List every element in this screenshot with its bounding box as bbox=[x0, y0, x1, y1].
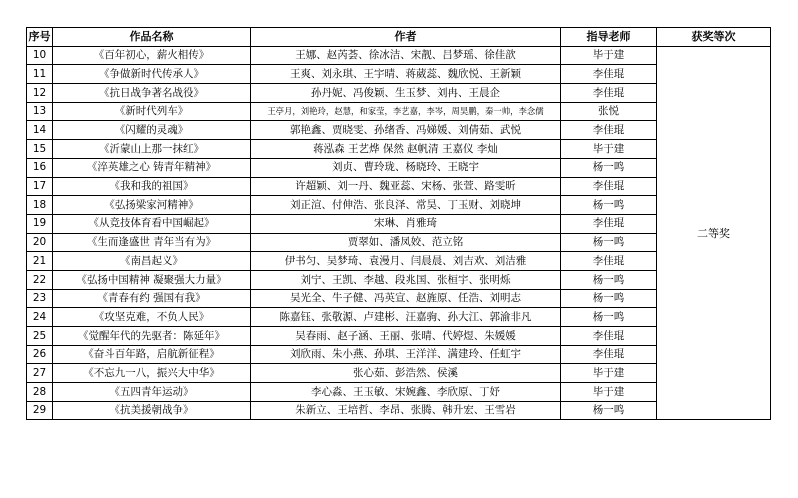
header-title: 作品名称 bbox=[53, 28, 251, 47]
work-title: 《淬英雄之心 铸青年精神》 bbox=[53, 158, 251, 177]
row-number: 29 bbox=[27, 401, 53, 420]
author-list: 许超颖、刘一丹、魏亚蕊、宋杨、张萱、路雯昕 bbox=[251, 177, 561, 196]
author-list: 王亭月，刘艳玲，赵慧，和家莹，李艺嘉，李岑，周昊鹏，秦一帅，李念儒 bbox=[251, 102, 561, 121]
advisor-name: 李佳琨 bbox=[561, 345, 657, 364]
advisor-name: 李佳琨 bbox=[561, 84, 657, 103]
advisor-name: 毕于建 bbox=[561, 383, 657, 402]
author-list: 李心淼、王玉敏、宋婉鑫、李欣原、丁妤 bbox=[251, 383, 561, 402]
author-list: 贾翠如、潘凤姣、范立铭 bbox=[251, 233, 561, 252]
author-list: 吴春雨、赵子涵、王丽、张晴、代婷煜、朱媛媛 bbox=[251, 327, 561, 346]
row-number: 12 bbox=[27, 84, 53, 103]
work-title: 《抗美援朝战争》 bbox=[53, 401, 251, 420]
work-title: 《五四青年运动》 bbox=[53, 383, 251, 402]
row-number: 10 bbox=[27, 46, 53, 65]
work-title: 《觉醒年代的先驱者：陈延年》 bbox=[53, 327, 251, 346]
author-list: 刘贞、曹玲珑、杨晓玲、王晓宇 bbox=[251, 158, 561, 177]
advisor-name: 李佳琨 bbox=[561, 252, 657, 271]
author-list: 刘宁、王凯、李越、段兆国、张桓宇、张明烁 bbox=[251, 270, 561, 289]
advisor-name: 毕于建 bbox=[561, 364, 657, 383]
work-title: 《弘扬中国精神 凝聚强大力量》 bbox=[53, 270, 251, 289]
row-number: 22 bbox=[27, 270, 53, 289]
header-teacher: 指导老师 bbox=[561, 28, 657, 47]
work-title: 《攻坚克难，不负人民》 bbox=[53, 308, 251, 327]
advisor-name: 毕于建 bbox=[561, 46, 657, 65]
advisor-name: 李佳琨 bbox=[561, 214, 657, 233]
row-number: 20 bbox=[27, 233, 53, 252]
header-row bbox=[27, 28, 771, 47]
work-title: 《闪耀的灵魂》 bbox=[53, 121, 251, 140]
work-title: 《抗日战争著名战役》 bbox=[53, 84, 251, 103]
author-list: 吴光全、牛子健、冯英宣、赵旌原、任浩、刘明志 bbox=[251, 289, 561, 308]
author-list: 孙丹妮、冯俊颖、生玉梦、刘冉、王晨企 bbox=[251, 84, 561, 103]
author-list: 朱新立、王培哲、李昂、张腾、韩升宏、王雪岩 bbox=[251, 401, 561, 420]
row-number: 27 bbox=[27, 364, 53, 383]
row-number: 14 bbox=[27, 121, 53, 140]
work-title: 《南昌起义》 bbox=[53, 252, 251, 271]
author-list: 蒋泓森 王艺烨 保然 赵帆清 王嘉仪 李灿 bbox=[251, 140, 561, 159]
advisor-name: 李佳琨 bbox=[561, 327, 657, 346]
header-no: 序号 bbox=[27, 28, 53, 47]
advisor-name: 杨一鸣 bbox=[561, 233, 657, 252]
advisor-name: 李佳琨 bbox=[561, 121, 657, 140]
author-list: 郭艳鑫、贾晓雯、孙绪香、冯娣媛、刘倩茹、武悦 bbox=[251, 121, 561, 140]
work-title: 《沂蒙山上那一抹红》 bbox=[53, 140, 251, 159]
work-title: 《不忘九一八，振兴大中华》 bbox=[53, 364, 251, 383]
author-list: 刘欣雨、朱小燕、孙琪、王洋洋、满建玲、任虹宇 bbox=[251, 345, 561, 364]
author-list: 王娜、赵芮荟、徐冰洁、宋靓、吕梦瑶、徐佳歆 bbox=[251, 46, 561, 65]
advisor-name: 李佳琨 bbox=[561, 65, 657, 84]
row-number: 17 bbox=[27, 177, 53, 196]
row-number: 15 bbox=[27, 140, 53, 159]
advisor-name: 杨一鸣 bbox=[561, 270, 657, 289]
advisor-name: 杨一鸣 bbox=[561, 196, 657, 215]
header-award: 获奖等次 bbox=[657, 28, 771, 47]
work-title: 《生而逢盛世 青年当有为》 bbox=[53, 233, 251, 252]
advisor-name: 毕于建 bbox=[561, 140, 657, 159]
row-number: 21 bbox=[27, 252, 53, 271]
work-title: 《争做新时代传承人》 bbox=[53, 65, 251, 84]
row-number: 16 bbox=[27, 158, 53, 177]
row-number: 25 bbox=[27, 327, 53, 346]
author-list: 宋琳、肖雅琦 bbox=[251, 214, 561, 233]
work-title: 《弘扬梁家河精神》 bbox=[53, 196, 251, 215]
row-number: 24 bbox=[27, 308, 53, 327]
author-list: 王爽、刘永琪、王宇晴、蒋葳蕊、魏欣悦、王新颖 bbox=[251, 65, 561, 84]
row-number: 19 bbox=[27, 214, 53, 233]
row-number: 18 bbox=[27, 196, 53, 215]
advisor-name: 杨一鸣 bbox=[561, 401, 657, 420]
work-title: 《新时代列车》 bbox=[53, 102, 251, 121]
row-number: 23 bbox=[27, 289, 53, 308]
row-number: 26 bbox=[27, 345, 53, 364]
row-number: 11 bbox=[27, 65, 53, 84]
award-level-cell: 二等奖 bbox=[657, 46, 771, 420]
work-title: 《百年初心，薪火相传》 bbox=[53, 46, 251, 65]
table-row bbox=[27, 46, 771, 65]
row-number: 13 bbox=[27, 102, 53, 121]
row-number: 28 bbox=[27, 383, 53, 402]
author-list: 刘正渲、付伸浩、张良泽、常昊、丁玉财、刘晓坤 bbox=[251, 196, 561, 215]
table-body bbox=[27, 46, 771, 420]
header-authors: 作者 bbox=[251, 28, 561, 47]
work-title: 《我和我的祖国》 bbox=[53, 177, 251, 196]
awards-table bbox=[26, 27, 771, 420]
advisor-name: 李佳琨 bbox=[561, 177, 657, 196]
work-title: 《青春有约 强国有我》 bbox=[53, 289, 251, 308]
work-title: 《奋斗百年路，启航新征程》 bbox=[53, 345, 251, 364]
advisor-name: 张悦 bbox=[561, 102, 657, 121]
author-list: 张心茹、彭浩然、侯溪 bbox=[251, 364, 561, 383]
author-list: 陈嘉钰、张敬源、卢建彬、汪嘉驹、孙大江、郭渝非凡 bbox=[251, 308, 561, 327]
author-list: 伊书匀、吴梦琦、袁漫月、闫晨晨、刘吉欢、刘洁雅 bbox=[251, 252, 561, 271]
advisor-name: 杨一鸣 bbox=[561, 289, 657, 308]
advisor-name: 杨一鸣 bbox=[561, 308, 657, 327]
work-title: 《从竞技体育看中国崛起》 bbox=[53, 214, 251, 233]
advisor-name: 杨一鸣 bbox=[561, 158, 657, 177]
